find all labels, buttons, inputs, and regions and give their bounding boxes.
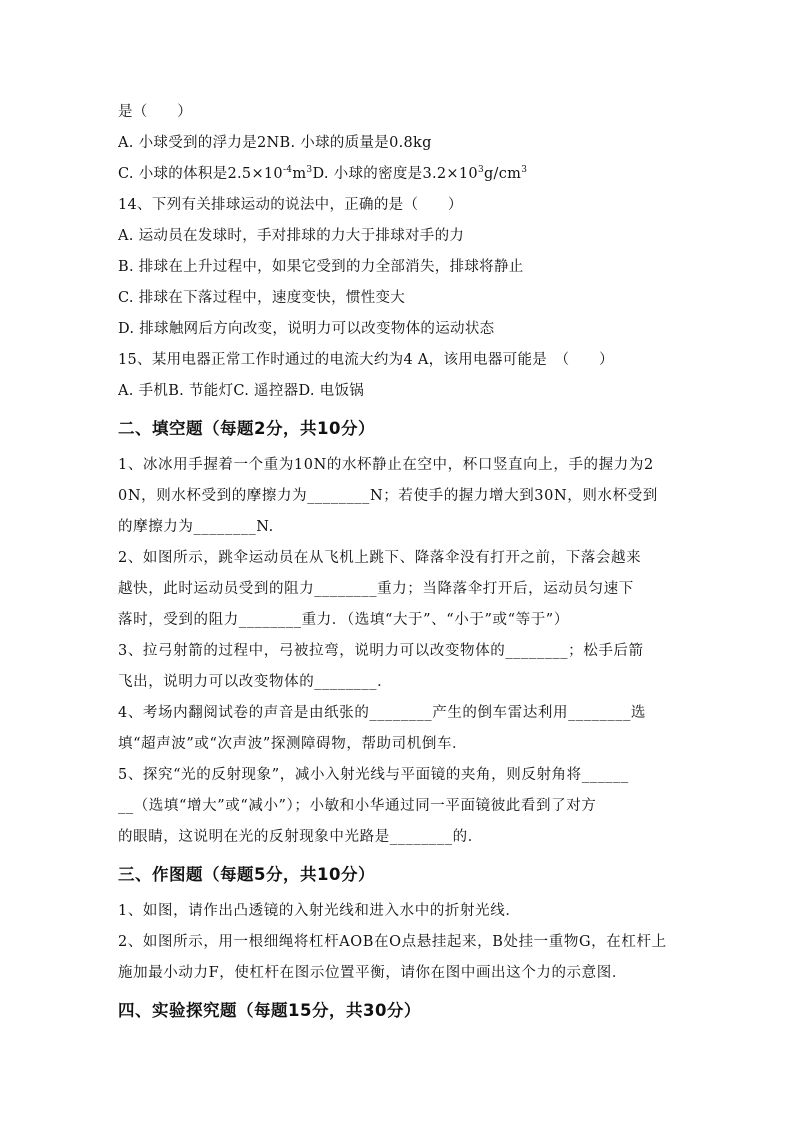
s3-q2-line2: 施加最小动力F，使杠杆在图示位置平衡，请你在图中画出这个力的示意图．	[118, 965, 627, 981]
s2-q5-line1: 5、探究“光的反射现象”，减小入射光线与平面镜的夹角，则反射角将______	[118, 767, 629, 783]
q14-option-a: A. 运动员在发球时，手对排球的力大于排球对手的力	[118, 228, 465, 244]
q14-option-d: D. 排球触网后方向改变，说明力可以改变物体的运动状态	[118, 321, 495, 337]
q13-option-c-mid: m	[292, 166, 307, 182]
q13-options-ab: A. 小球受到的浮力是2NB. 小球的质量是0.8kg	[118, 135, 432, 151]
q14-option-c: C. 排球在下落过程中，速度变快，惯性变大	[118, 290, 406, 306]
q13-option-d-exp2: 3	[521, 165, 528, 176]
s2-q3-line1: 3、拉弓射箭的过程中，弓被拉弯，说明力可以改变物体的________；松手后箭	[118, 643, 644, 659]
section4-heading: 四、实验探究题（每题15分，共30分）	[118, 1001, 421, 1020]
s2-q2-line3: 落时，受到的阻力________重力．（选填“大于”、“小于”或“等于”）	[118, 612, 569, 628]
q13-options-cd	[118, 164, 527, 184]
s2-q2-line2: 越快，此时运动员受到的阻力________重力；当降落伞打开后，运动员匀速下	[118, 581, 634, 597]
section3-heading: 三、作图题（每题5分，共10分）	[118, 865, 375, 884]
q13-option-d-exp1: 3	[477, 165, 484, 176]
s2-q2-line1: 2、如图所示，跳伞运动员在从飞机上跳下、降落伞没有打开之前，下落会越来	[118, 550, 642, 566]
s2-q5-line3: 的眼睛，这说明在光的反射现象中光路是________的．	[118, 829, 483, 845]
q13-option-c-exp1: -4	[282, 165, 293, 176]
s2-q1-line1: 1、冰冰用手握着一个重为10N的水杯静止在空中，杯口竖直向上，手的握力为2	[118, 457, 654, 473]
q14-stem: 14、下列有关排球运动的说法中，正确的是（ ）	[118, 197, 463, 213]
s3-q2-line1: 2、如图所示，用一根细绳将杠杆AOB在O点悬挂起来，B处挂一重物G，在杠杆上	[118, 934, 667, 950]
q13-stem-end: 是（ ）	[118, 104, 192, 120]
q13-option-c-pre: C. 小球的体积是2.5×10	[118, 166, 283, 182]
q15-options: A. 手机B. 节能灯C. 遥控器D. 电饭锅	[118, 383, 365, 399]
q13-option-d-pre: D. 小球的密度是3.2×10	[312, 166, 478, 182]
q13-option-d-mid: g/cm	[483, 166, 522, 182]
section2-heading: 二、填空题（每题2分，共10分）	[118, 419, 375, 438]
s2-q1-line2: 0N，则水杯受到的摩擦力为________N；若使手的握力增大到30N，则水杯受到	[118, 488, 658, 504]
q13-option-c-exp2: 3	[306, 165, 313, 176]
q14-option-b: B. 排球在上升过程中，如果它受到的力全部消失，排球将静止	[118, 259, 524, 275]
q15-stem: 15、某用电器正常工作时通过的电流大约为4 A，该用电器可能是 （ ）	[118, 352, 614, 368]
s2-q3-line2: 飞出，说明力可以改变物体的________．	[118, 674, 393, 690]
s3-q1: 1、如图，请作出凸透镜的入射光线和进入水中的折射光线．	[118, 903, 521, 919]
s2-q1-line3: 的摩擦力为________N.	[118, 519, 274, 535]
s2-q4-line1: 4、考场内翻阅试卷的声音是由纸张的________产生的倒车雷达利用________选	[118, 705, 647, 721]
s2-q5-line2: __（选填“增大”或“减小”）；小敏和小华通过同一平面镜彼此看到了对方	[118, 798, 597, 814]
s2-q4-line2: 填“超声波”或“次声波”探测障碍物，帮助司机倒车．	[118, 736, 468, 752]
